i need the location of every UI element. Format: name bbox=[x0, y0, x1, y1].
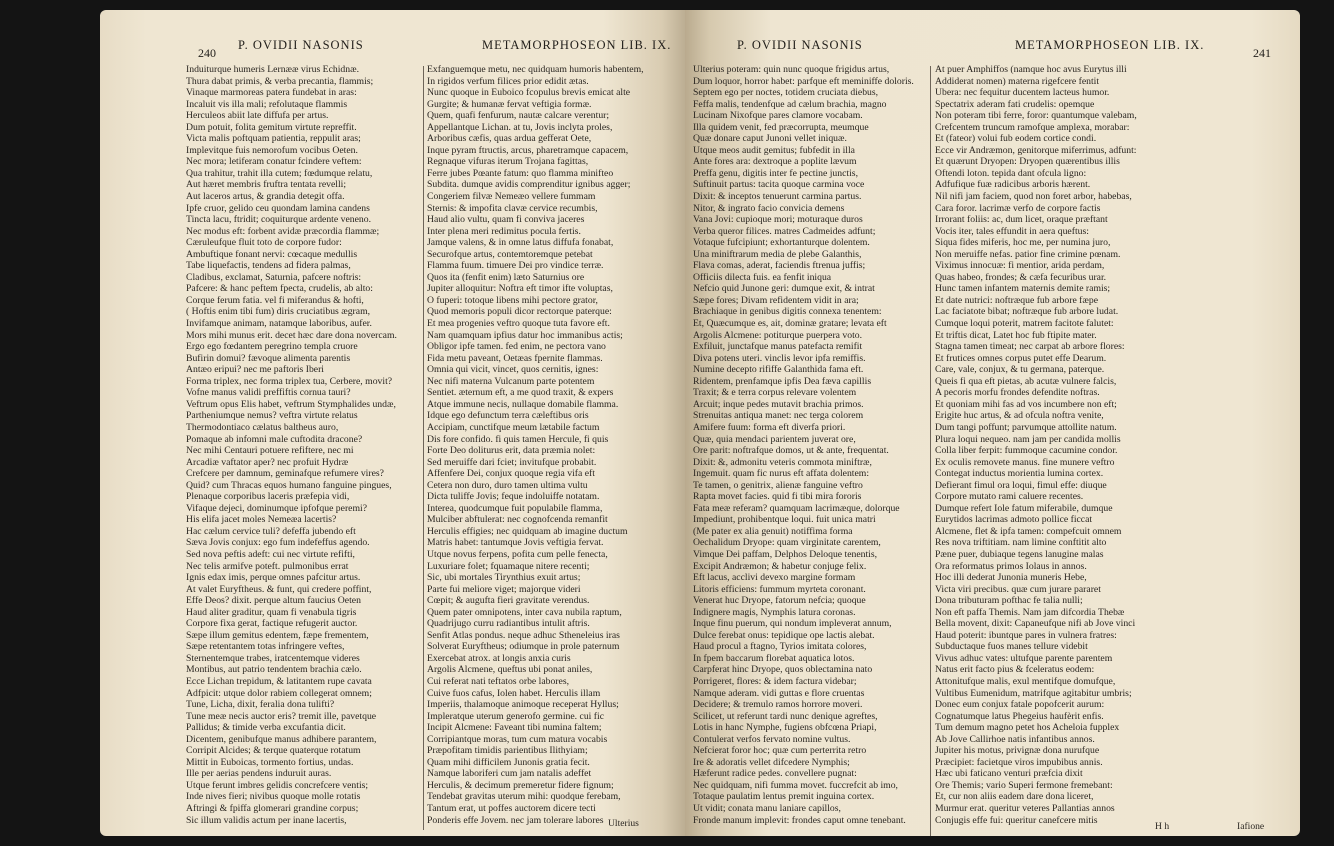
verse-line: Ignis edax imis, perque omnes pafcitur artus. bbox=[186, 572, 361, 584]
verse-line: Dum loquor, horror habet: parfque eft meminiffe doloris. bbox=[693, 75, 914, 87]
verse-line: Ingemuit. quam fic nurus eft affata dolentem: bbox=[693, 468, 870, 480]
verse-line: Et, Quæcumque es, ait, dominæ gratare; levata eft bbox=[693, 318, 887, 330]
verse-line: Defierant fimul ora loqui, fimul effe: diuque bbox=[935, 479, 1107, 491]
verse-line: Sic, ubi mortales Tirynthius exuit artus; bbox=[427, 572, 581, 584]
verse-line: Mulciber abftulerat: nec cognofcenda remanfit bbox=[427, 514, 608, 526]
verse-line: Eurytidos lacrimas admoto pollice ficcat bbox=[935, 514, 1093, 526]
verse-line: Nec nifi materna Vulcanum parte potentem bbox=[427, 375, 595, 387]
verse-line: Natus erit facto pius & fceleratus eodem: bbox=[935, 664, 1095, 676]
verse-line: Fida metu paveant, Oetæas fpernite flammas. bbox=[427, 352, 603, 364]
verse-line: Et quærunt Dryopen: Dryopen quærentibus illis bbox=[935, 156, 1120, 168]
left-page-column-1 bbox=[186, 64, 418, 826]
page-number-left: 240 bbox=[198, 46, 216, 60]
verse-line: Inque pyram ftructis, arcus, pharetramque capacem, bbox=[427, 144, 629, 156]
verse-line: Congeriem filvæ Nemeæo vellere fummam bbox=[427, 191, 596, 203]
verse-line: Namque aderam. vidi guttas e flore cruentas bbox=[693, 687, 865, 699]
verse-line: Jupiter his motus, privignæ dona nurufque bbox=[935, 745, 1100, 757]
verse-line: Vifaque dejeci, dominumque ipfofque peremi? bbox=[186, 502, 367, 514]
verse-line: Argolis Alcmene, queftus ubi ponat aniles, bbox=[427, 664, 593, 676]
verse-line: Rapta movet facies. quid fi tibi mira fororis bbox=[693, 491, 862, 503]
verse-line: Dicta tuliffe Jovis; feque indoluiffe notatam. bbox=[427, 491, 600, 503]
verse-line: Exfiluit, junctafque manus patefacta remifit bbox=[693, 341, 863, 353]
verse-line: Gurgite; & humanæ fervat veftigia formæ. bbox=[427, 98, 592, 110]
verse-line: Stagna tamen timeat; nec carpat ab arbore flores: bbox=[935, 341, 1125, 353]
verse-line: Impleratque uterum generofo germine. cui fic bbox=[427, 710, 604, 722]
verse-line: Quod memoris populi dicor rectorque paterque: bbox=[427, 306, 612, 318]
verse-line: Feffa malis, tendenfque ad cælum brachia, magno bbox=[693, 98, 887, 110]
verse-line: Haud aliter graditur, quam fi venabula tigris bbox=[186, 606, 357, 618]
verse-line: Indignere magis, Nymphis latura coronas. bbox=[693, 606, 856, 618]
verse-line: Excipit Andræmon; & habetur conjuge felix. bbox=[693, 560, 867, 572]
verse-line: Thura dabat primis, & verba precantia, flammis; bbox=[186, 75, 374, 87]
verse-line: Accipiam, cunctifque meum lætabile factum bbox=[427, 421, 600, 433]
verse-line: Strenuitas antiqua manet: nec terga colorem bbox=[693, 410, 864, 422]
verse-line: Et triftis dicat, Latet hoc fub ftipite mater. bbox=[935, 329, 1097, 341]
verse-line: Queis fi qua eft pietas, ab acutæ vulnere falcis, bbox=[935, 375, 1117, 387]
verse-line: Aut hæret membris fruftra tentata revelli; bbox=[186, 179, 347, 191]
verse-line: Nec telis armifve poteft. pulmonibus errat bbox=[186, 560, 349, 572]
verse-line: Exfanguemque metu, nec quidquam humoris habentem, bbox=[427, 64, 644, 75]
verse-line: Omnia qui vicit, vincet, quos cernitis, ignes: bbox=[427, 364, 599, 376]
verse-line: Colla liber ferpit: fummoque cacumine condor. bbox=[935, 445, 1118, 457]
verse-line: Contegat inductus morientia lumina cortex. bbox=[935, 468, 1104, 480]
verse-line: Sæpe fores; Divam refidentem vidit in ara; bbox=[693, 294, 859, 306]
verse-line: Flamma fuum. timuere Dei pro vindice terræ. bbox=[427, 260, 604, 272]
verse-line: Plura loqui nequeo. nam jam per candida mollis bbox=[935, 433, 1121, 445]
verse-line: ( Hoftis enim tibi fum) diris cruciatibus ægram, bbox=[186, 306, 371, 318]
verse-line: Parte fui meliore viget; majorque videri bbox=[427, 583, 581, 595]
verse-line: Addiderat nomen) materna rigefcere fentit bbox=[935, 75, 1100, 87]
verse-line: Obligor ipfe tamen. fed enim, ne pectora vano bbox=[427, 341, 606, 353]
verse-line: Et (fateor) volui fub eodem cortice condi. bbox=[935, 133, 1097, 145]
verse-line: Tune meæ necis auctor eris? tremit ille, pavetque bbox=[186, 710, 377, 722]
verse-line: Erigite huc artus, & ad ofcula noftra venite, bbox=[935, 410, 1104, 422]
verse-line: Induiturque humeris Lernææ virus Echidnæ. bbox=[186, 64, 360, 75]
verse-line: A pecoris morfu frondes defendite noftras. bbox=[935, 387, 1100, 399]
verse-line: Haud procul a ftagno, Tyrios imitata colores, bbox=[693, 641, 867, 653]
verse-line: Corripiantque moras, tum cum matura vocabis bbox=[427, 733, 608, 745]
verse-line: Diva potens uteri. vinclis levor ipfa remiffis. bbox=[693, 352, 866, 364]
verse-line: O fuperi: totoque libens mihi pectore grator, bbox=[427, 294, 598, 306]
verse-line: Subdita. dumque avidis comprenditur ignibus agger; bbox=[427, 179, 631, 191]
verse-line: Sternentemque trabes, iratcentemque videres bbox=[186, 652, 360, 664]
verse-line: Nitor, & ingrato facio convicia demens bbox=[693, 202, 845, 214]
verse-line: Ante fores ara: dextroque a poplite lævum bbox=[693, 156, 857, 168]
verse-line: Te tamen, o genitrix, alienæ fanguine veftro bbox=[693, 479, 863, 491]
verse-line: Plenaque corporibus laceris præfepia vidi, bbox=[186, 491, 350, 503]
verse-line: Cuive fuos cafus, Iolen habet. Herculis illam bbox=[427, 687, 601, 699]
verse-line: Quem pater omnipotens, inter cava nubila raptum, bbox=[427, 606, 622, 618]
verse-line: Irrorant foliis: ac, dum licet, oraque præftant bbox=[935, 214, 1108, 226]
verse-line: Pæne puer, dubiaque tegens lanugine malas bbox=[935, 548, 1104, 560]
verse-line: Dum tangi poffunt; parvumque attollite natum. bbox=[935, 421, 1117, 433]
verse-line: Tincta lacu, ftridit; coquiturque ardente veneno. bbox=[186, 214, 371, 226]
verse-line: Quid? cum Thracas equos humano fanguine pingues, bbox=[186, 479, 392, 491]
verse-line: Haud alio vultu, quam fi conviva jaceres bbox=[427, 214, 585, 226]
verse-line: Venerat huc Dryope, fatorum nefcia; quoque bbox=[693, 595, 866, 607]
verse-line: Cæruleufque fluit toto de corpore fudor: bbox=[186, 237, 342, 249]
verse-line: Crefcere per damnum, geminafque refumere vires? bbox=[186, 468, 384, 480]
verse-line: Quadrijugo curru radiantibus intulit aftris. bbox=[427, 618, 590, 630]
verse-line: Implevitque fuis nemorofum vocibus Oeten. bbox=[186, 144, 358, 156]
verse-line: Dona tributuram pofthac fe talia nulli; bbox=[935, 595, 1083, 607]
verse-line: Ferre jubes Pœante fatum: quo flamma minifteo bbox=[427, 167, 614, 179]
verse-line: Eft lacus, acclivi devexo margine formam bbox=[693, 572, 856, 584]
verse-line: Ergo ego fœdantem peregrino templa cruore bbox=[186, 341, 358, 353]
verse-line: Litoris efficiens: fummum myrteta coronant. bbox=[693, 583, 866, 595]
verse-line: Vana Jovi: cupioque mori; moturaque duros bbox=[693, 214, 863, 226]
verse-line: Ora reformatus primos Iolaus in annos. bbox=[935, 560, 1087, 572]
verse-line: Nil nifi jam faciem, quod non foret arbor, habebas, bbox=[935, 191, 1132, 203]
verse-line: Illa quidem venit, fed præcorrupta, meumque bbox=[693, 121, 869, 133]
verse-line: Sæva Jovis conjux: ego fum indefeffus agendo. bbox=[186, 537, 370, 549]
verse-line: Hunc tamen infantem maternis demite ramis; bbox=[935, 283, 1111, 295]
verse-line: Oftendi loton. tepida dant ofcula ligno: bbox=[935, 167, 1087, 179]
verse-line: Hoc illi dederat Junonia muneris Hebe, bbox=[935, 572, 1087, 584]
verse-line: Lotis in hanc Nymphe, fugiens obfcœna Priapi, bbox=[693, 722, 877, 734]
verse-line: His elifa jacet moles Nemeæa lacertis? bbox=[186, 514, 337, 526]
verse-line: Numine decepto rififfe Galanthida fama eft. bbox=[693, 364, 864, 376]
verse-line: Tune, Licha, dixit, feralia dona tulifti? bbox=[186, 699, 335, 711]
verse-line: Quas habeo, frondes; & cæfa fecuribus urar. bbox=[935, 271, 1107, 283]
verse-line: Herculeos abiit late diffufa per artus. bbox=[186, 110, 329, 122]
verse-line: Quos ita (fenfit enim) læto Saturnius ore bbox=[427, 271, 585, 283]
verse-line: Aut laceros artus, & grandia detegit offa. bbox=[186, 191, 345, 203]
verse-line: Ab Jove Callirhoe natis infantibus annos. bbox=[935, 733, 1095, 745]
running-header-left-title: METAMORPHOSEON LIB. IX. bbox=[482, 38, 672, 52]
verse-line: Incipit Alcmene: Faveant tibi numina faltem; bbox=[427, 722, 602, 734]
verse-line: Sæpe illum gemitus edentem, fæpe frementem, bbox=[186, 629, 369, 641]
verse-line: Partheniumque nemus? veftra virtute relatus bbox=[186, 410, 358, 422]
verse-line: Ipfe cruor, gelido ceu quondam lamina candens bbox=[186, 202, 370, 214]
verse-line: Vinaque marmoreas patera fundebat in aras: bbox=[186, 87, 357, 99]
verse-line: Officiis dilecta fuis. ea fenfit iniqua bbox=[693, 271, 832, 283]
verse-line: Ex oculis removete manus. fine munere veftro bbox=[935, 456, 1115, 468]
verse-line: Cumque loqui poterit, matrem facitote falutet: bbox=[935, 318, 1114, 330]
verse-line: Lac faciatote bibat; noftræque fub arbore ludat. bbox=[935, 306, 1119, 318]
verse-line: Res nova triftitiam. nam limine conftitit alto bbox=[935, 537, 1107, 549]
right-page bbox=[685, 10, 1300, 836]
verse-line: Ore parit: noftrafque domos, ut & ante, frequentat. bbox=[693, 445, 889, 457]
verse-line: Impediunt, prohibentque loqui. fuit unica matri bbox=[693, 514, 876, 526]
verse-line: Inque finu puerum, qui nondum impleverat annum, bbox=[693, 618, 892, 630]
verse-line: Præcipiet: facietque viros impubibus annis. bbox=[935, 756, 1103, 768]
verse-line: Cara foror. lacrimæ verfo de corpore factis bbox=[935, 202, 1101, 214]
verse-line: Præpofitam timidis parientibus Ilithyiam; bbox=[427, 745, 588, 757]
verse-line: Alcmene, flet & ipfa tamen: compefcuit omnem bbox=[935, 525, 1122, 537]
verse-line: Ulterius poteram: quin nunc quoque frigidus artus, bbox=[693, 64, 890, 75]
verse-line: Pallidus; & timide verba excufantia dicit. bbox=[186, 722, 346, 734]
verse-line: Dixit: & inceptos tenuerunt carmina partus. bbox=[693, 191, 862, 203]
verse-line: Corripit Alcides; & terque quaterque rotatum bbox=[186, 745, 361, 757]
verse-line: Sic illum validis actum per inane lacertis, bbox=[186, 814, 347, 826]
verse-line: Exercebat atrox. at longis anxia curis bbox=[427, 652, 571, 664]
verse-line: Luxuriare folet; fquamaque nitere recenti; bbox=[427, 560, 590, 572]
right-page-column-1 bbox=[693, 64, 926, 826]
verse-line: Ubera: nec fequitur ducentem lacteus humor. bbox=[935, 87, 1110, 99]
verse-line: Bufirin domui? fævoque alimenta parentis bbox=[186, 352, 351, 364]
left-page bbox=[100, 10, 685, 836]
verse-line: Corque ferum fatia. vel fi miferandus & hofti, bbox=[186, 294, 364, 306]
column-rule-right bbox=[930, 66, 931, 836]
verse-line: Carpferat hinc Dryope, quos oblectamina nato bbox=[693, 664, 873, 676]
verse-line: Victa malis poftquam patientia, reppulit aras; bbox=[186, 133, 361, 145]
verse-line: Dum potuit, folita gemitum virtute repreffit. bbox=[186, 121, 357, 133]
verse-line: Ire & adoratis vellet difcedere Nymphis; bbox=[693, 756, 850, 768]
verse-line: Murmur erat. queritur veteres Pallantias annos bbox=[935, 803, 1115, 814]
verse-line: Arcuit; inque pedes mutavit brachia primos. bbox=[693, 398, 864, 410]
verse-line: Interea, quodcumque fuit populabile flamma, bbox=[427, 502, 603, 514]
book-spread bbox=[100, 10, 1300, 836]
verse-line: Brachiaque in genibus digitis connexa tenentem: bbox=[693, 306, 882, 318]
verse-line: Nefcierat foror hoc; quæ cum perterrita retro bbox=[693, 745, 867, 757]
verse-line: Thermodontiaco cælatus baltheus auro, bbox=[186, 421, 339, 433]
verse-line: Lucinam Nixofque pares clamore vocabam. bbox=[693, 110, 863, 122]
verse-line: Dis fore confido. fi quis tamen Hercule, fi quis bbox=[427, 433, 609, 445]
verse-line: Septem ego per noctes, totidem cruciata diebus, bbox=[693, 87, 879, 99]
signature-mark: H h bbox=[1155, 821, 1170, 832]
verse-line: Sed meruiffe dari fciet; invitufque probabit. bbox=[427, 456, 597, 468]
catchword-left: Ulterius bbox=[608, 818, 639, 829]
verse-line: Amifere fuum: forma eft diverfa priori. bbox=[693, 421, 846, 433]
verse-line: Non meruiffe nefas. patior fine crimine pœnam. bbox=[935, 248, 1121, 260]
column-rule-left bbox=[423, 66, 424, 830]
verse-line: Herculis, & decimum premeretur fidere fignum; bbox=[427, 779, 614, 791]
verse-line: Utque novus ferpens, pofita cum pelle fenecta, bbox=[427, 548, 608, 560]
verse-line: Ille per aerias pendens induruit auras. bbox=[186, 768, 332, 780]
verse-line: Conjugis effe fui: queritur canefcere mitis bbox=[935, 814, 1098, 826]
verse-line: Et date nutrici: noftræque fub arbore fæpe bbox=[935, 294, 1099, 306]
verse-line: Incaluit vis illa mali; refolutaque flammis bbox=[186, 98, 348, 110]
verse-line: Nec mihi Centauri potuere refiftere, nec mi bbox=[186, 445, 354, 457]
verse-line: Inde nives fieri; nivibus quoque molle rotatis bbox=[186, 791, 361, 803]
verse-line: Quæ donare caput Junoni vellet iniquæ. bbox=[693, 133, 847, 145]
verse-line: Sed nova peftis adeft: cui nec virtute refifti, bbox=[186, 548, 355, 560]
verse-line: Quæ, quia mendaci parientem juverat ore, bbox=[693, 433, 856, 445]
verse-line: Utque ferunt imbres gelidis concrefcere ventis; bbox=[186, 779, 369, 791]
verse-line: Pafcere: & hanc peftem fpecta, crudelis, ab alto: bbox=[186, 283, 373, 295]
verse-line: Corpore fixa gerat, factique refugerit auctor. bbox=[186, 618, 358, 630]
verse-line: Cœpit; & augufta fieri gravitate verendus. bbox=[427, 595, 590, 607]
verse-line: Nefcio quid Junone geri: dumque exit, & intrat bbox=[693, 283, 875, 295]
verse-line: Tendebat gravitas uterum mihi: quodque ferebam, bbox=[427, 791, 621, 803]
catchword-right: Iafione bbox=[1237, 821, 1265, 832]
verse-line: Cognatumque latus Phegeius haufèrit enfis. bbox=[935, 710, 1104, 722]
verse-line: Siqua fides miferis, hoc me, per numina juro, bbox=[935, 237, 1111, 249]
verse-line: Adfpicit: utque dolor rabiem collegerat omnem; bbox=[186, 687, 372, 699]
verse-line: At puer Amphiffos (namque hoc avus Eurytus illi bbox=[935, 64, 1127, 75]
verse-line: Quem, quafi fenfurum, nautæ calcare verentur; bbox=[427, 110, 610, 122]
verse-line: Flava comas, aderat, faciendis ftrenua juffis; bbox=[693, 260, 866, 272]
verse-line: Ecce Lichan trepidum, & latitantem rupe cavata bbox=[186, 675, 372, 687]
verse-line: Cui referat nati teftatos orbe labores, bbox=[427, 675, 570, 687]
verse-line: Herculis effigies; nec quidquam ab imagine ductum bbox=[427, 525, 628, 537]
running-header-right-author: P. OVIDII NASONIS bbox=[737, 38, 863, 52]
verse-line: Vivus adhuc vates: ultufque parente parentem bbox=[935, 652, 1113, 664]
verse-line: Matris habet: tantumque Jovis veftigia fervat. bbox=[427, 537, 604, 549]
verse-line: Haud poterit: ibuntque pares in vulnera fratres: bbox=[935, 629, 1117, 641]
verse-line: Hac cælum cervice tuli? defeffa jubendo eft bbox=[186, 525, 356, 537]
verse-line: Atque immune necis, nullaque domabile flamma. bbox=[427, 398, 619, 410]
verse-line: Jupiter alloquitur: Noftra eft timor ifte voluptas, bbox=[427, 283, 613, 295]
verse-line: Ridentem, prenfamque ipfis Dea fæva capillis bbox=[693, 375, 872, 387]
verse-line: Senfit Atlas pondus. neque adhuc Stheneleius iras bbox=[427, 629, 620, 641]
verse-line: Montibus, aut patrio tendentem brachia cælo. bbox=[186, 664, 362, 676]
verse-line: Corpore mutato rami caluere recentes. bbox=[935, 491, 1084, 503]
verse-line: Tantum erat, ut poffes auctorem dicere tecti bbox=[427, 803, 596, 814]
verse-line: Veftrum opus Elis habet, veftrum Stymphalides undæ, bbox=[186, 398, 396, 410]
verse-line: Decidere; & tremulo ramos horrore moveri. bbox=[693, 699, 863, 711]
verse-line: Qua trahitur, trahit illa cutem; fœdumque relatu, bbox=[186, 167, 373, 179]
verse-line: Mors mihi munus erit. decet hæc dare dona novercam. bbox=[186, 329, 397, 341]
verse-line: Una miniftrarum media de plebe Galanthis, bbox=[693, 248, 862, 260]
verse-line: Bella movent, dixit: Capaneufque nifi ab Jove vinci bbox=[935, 618, 1136, 630]
verse-line: Preffa genu, digitis inter fe pectine junctis, bbox=[693, 167, 858, 179]
verse-line: Sæpe retentantem totas infringere veftes, bbox=[186, 641, 345, 653]
verse-line: Effe Deos? dixit. perque altum faucius Oeten bbox=[186, 595, 361, 607]
verse-line: Care, vale, conjux, & tu germana, paterque. bbox=[935, 364, 1105, 376]
verse-line: Spectatrix aderam fati crudelis: opemque bbox=[935, 98, 1095, 110]
verse-line: Cladibus, exclamat, Saturnia, pafcere noftris: bbox=[186, 271, 362, 283]
verse-line: (Me pater ex alia genuit) notiffima forma bbox=[693, 525, 853, 537]
verse-line: Et, cur non aliis eadem dare dona liceret, bbox=[935, 791, 1094, 803]
verse-line: In rigidos verfum filices prior edidit ætas. bbox=[427, 75, 589, 87]
verse-line: Ut vidit; conata manu laniare capillos, bbox=[693, 803, 841, 814]
verse-line: Dicentem, genibufque manus adhibere parantem, bbox=[186, 733, 377, 745]
verse-line: Solverat Euryftheus; odiumque in prole paternum bbox=[427, 641, 620, 653]
verse-line: Regnaque vifuras iterum Trojana fagittas, bbox=[427, 156, 589, 168]
verse-line: Tabe liquefactis, tendens ad fidera palmas, bbox=[186, 260, 351, 272]
verse-line: Vocis iter, tales effundit in aera queftus: bbox=[935, 225, 1089, 237]
right-page-column-2 bbox=[935, 64, 1265, 826]
verse-line: Totaque paulatim lentus premit inguina cortex. bbox=[693, 791, 875, 803]
verse-line: Tum demum magno petet hos Acheloia fupplex bbox=[935, 722, 1120, 734]
verse-line: Mittit in Euboicas, tormento fortius, undas. bbox=[186, 756, 354, 768]
verse-line: Jamque valens, & in omne latus diffufa fonabat, bbox=[427, 237, 614, 249]
verse-line: Et frutices omnes corpus putet effe Dearum. bbox=[935, 352, 1107, 364]
verse-line: Donec eum conjux fatale popofcerit aurum: bbox=[935, 699, 1105, 711]
left-page-column-2 bbox=[427, 64, 677, 826]
verse-line: Contulerat verfos fervato nomine vultus. bbox=[693, 733, 851, 745]
verse-line: Verba queror filices. matres Cadmeides adfunt; bbox=[693, 225, 876, 237]
page-number-right: 241 bbox=[1253, 46, 1271, 60]
verse-line: Dulce ferebat onus: tepidique ope lactis alebat. bbox=[693, 629, 875, 641]
verse-line: Antæo eripui? nec me paftoris Iberi bbox=[186, 364, 324, 376]
verse-line: Nec mora; letiferam conatur fcindere veftem: bbox=[186, 156, 362, 168]
verse-line: Cetera non duro, duro tamen ultima vultu bbox=[427, 479, 588, 491]
running-header-right-title: METAMORPHOSEON LIB. IX. bbox=[1015, 38, 1205, 52]
verse-line: Inter plena meri redimitus pocula fertis. bbox=[427, 225, 581, 237]
verse-line: Argolis Alcmene: potiturque puerpera voto. bbox=[693, 329, 863, 341]
verse-line: Pomaque ab infomni male cuftodita dracone? bbox=[186, 433, 363, 445]
verse-line: Arcadiæ vaftator aper? nec profuit Hydræ bbox=[186, 456, 349, 468]
verse-line: Subductaque fuos manes tellure videbit bbox=[935, 641, 1088, 653]
verse-line: Imperiis, thalamoque animoque receperat Hyllus; bbox=[427, 699, 619, 711]
verse-line: Fata meæ referam? quamquam lacrimæque, dolorque bbox=[693, 502, 900, 514]
verse-line: Quam mihi difficilem Junonis gratia fecit. bbox=[427, 756, 590, 768]
verse-line: Vultibus Eumenidum, matrifque agitabitur umbris; bbox=[935, 687, 1132, 699]
verse-line: Scilicet, ut referunt tardi nunc denique agreftes, bbox=[693, 710, 878, 722]
verse-line: Invifamque animam, natamque laboribus, aufer. bbox=[186, 318, 372, 330]
verse-line: Et quoniam mihi fas ad vos incumbere non eft; bbox=[935, 398, 1117, 410]
verse-line: Forma triplex, nec forma triplex tua, Cerbere, movit? bbox=[186, 375, 393, 387]
verse-line: Dumque refert Iole fatum miferabile, dumque bbox=[935, 502, 1113, 514]
verse-line: Aftringi & fpiffa glomerari grandine corpus; bbox=[186, 803, 359, 814]
verse-line: Viximus innocuæ: fi mentior, arida perdam, bbox=[935, 260, 1105, 272]
verse-line: Ecce vir Andræmon, genitorque miferrimus, adfunt: bbox=[935, 144, 1137, 156]
verse-line: Sentiet. æternum eft, a me quod traxit, & expers bbox=[427, 387, 614, 399]
verse-line: Et mea progenies veftro quoque tuta favore eft. bbox=[427, 318, 610, 330]
verse-line: Attonitufque malis, exul mentifque domufque, bbox=[935, 675, 1116, 687]
verse-line: Suftinuit partus: tacita quoque carmina voce bbox=[693, 179, 865, 191]
verse-line: Vofne manus validi preffiftis cornua tauri? bbox=[186, 387, 351, 399]
verse-line: Vimque Dei paffam, Delphos Deloque tenentis, bbox=[693, 548, 878, 560]
verse-line: Nec modus eft: forbent avidæ præcordia flammæ; bbox=[186, 225, 380, 237]
verse-line: Votaque fufcipiunt; exhortanturque dolentem. bbox=[693, 237, 870, 249]
verse-line: Ambuftique fonant nervi: cœcaque medullis bbox=[186, 248, 358, 260]
verse-line: Porrigeret, flores: & idem factura videbar; bbox=[693, 675, 857, 687]
verse-line: Oechalidum Dryope: quam virginitate carentem, bbox=[693, 537, 881, 549]
verse-line: Nunc quoque in Euboico fcopulus brevis emicat alte bbox=[427, 87, 631, 99]
verse-line: At valet Euryftheus. & funt, qui credere poffint, bbox=[186, 583, 372, 595]
verse-line: Ore Themis; vario Superi fermone fremebant: bbox=[935, 779, 1113, 791]
verse-line: Namque laboriferi cum jam natalis adeffet bbox=[427, 768, 592, 780]
verse-line: Crefcentem truncum ramofque amplexa, morabar: bbox=[935, 121, 1130, 133]
verse-line: Adfufique fuæ radicibus arboris hærent. bbox=[935, 179, 1091, 191]
verse-line: Hæc ubi faticano venturi præfcia dixit bbox=[935, 768, 1083, 780]
verse-line: Sternis: & impofita clavæ cervice recumbis, bbox=[427, 202, 598, 214]
verse-line: Hæferunt radice pedes. convellere pugnat: bbox=[693, 768, 857, 780]
verse-line: Traxit; & e terra corpus relevare volentem bbox=[693, 387, 857, 399]
verse-line: Affenfere Dei, conjux quoque regia vifa eft bbox=[427, 468, 595, 480]
verse-line: Nec quidquam, nifi fumma movet. fuccrefcit ab imo, bbox=[693, 779, 898, 791]
verse-line: Appellantque Lichan. at tu, Jovis inclyta proles, bbox=[427, 121, 613, 133]
verse-line: Arboribus cæfis, quas ardua gefferat Oete, bbox=[427, 133, 592, 145]
verse-line: Nam quamquam ipfius datur hoc immanibus actis; bbox=[427, 329, 623, 341]
verse-line: Ponderis effe Jovem. nec jam tolerare labores bbox=[427, 814, 604, 826]
verse-line: Forte Deo doliturus erit, data præmia nolet: bbox=[427, 445, 596, 457]
verse-line: Utque meos audit gemitus; fubfedit in illa bbox=[693, 144, 855, 156]
verse-line: Non poteram tibi ferre, foror: quantumque valebam, bbox=[935, 110, 1137, 122]
running-header-left-author: P. OVIDII NASONIS bbox=[238, 38, 364, 52]
verse-line: Dixit: &, admonitu veteris commota miniftræ, bbox=[693, 456, 872, 468]
verse-line: In fpem baccarum florebat aquatica lotos. bbox=[693, 652, 855, 664]
verse-line: Non eft paffa Themis. Nam jam difcordia Thebæ bbox=[935, 606, 1125, 618]
verse-line: Fronde manum implevit: frondes caput omne tenebant. bbox=[693, 814, 906, 826]
verse-line: Idque ego defunctum terra cæleftibus oris bbox=[427, 410, 589, 422]
verse-line: Securofque artus, contemtoremque petebat bbox=[427, 248, 593, 260]
verse-line: Victa viri precibus. quæ cum jurare pararet bbox=[935, 583, 1101, 595]
